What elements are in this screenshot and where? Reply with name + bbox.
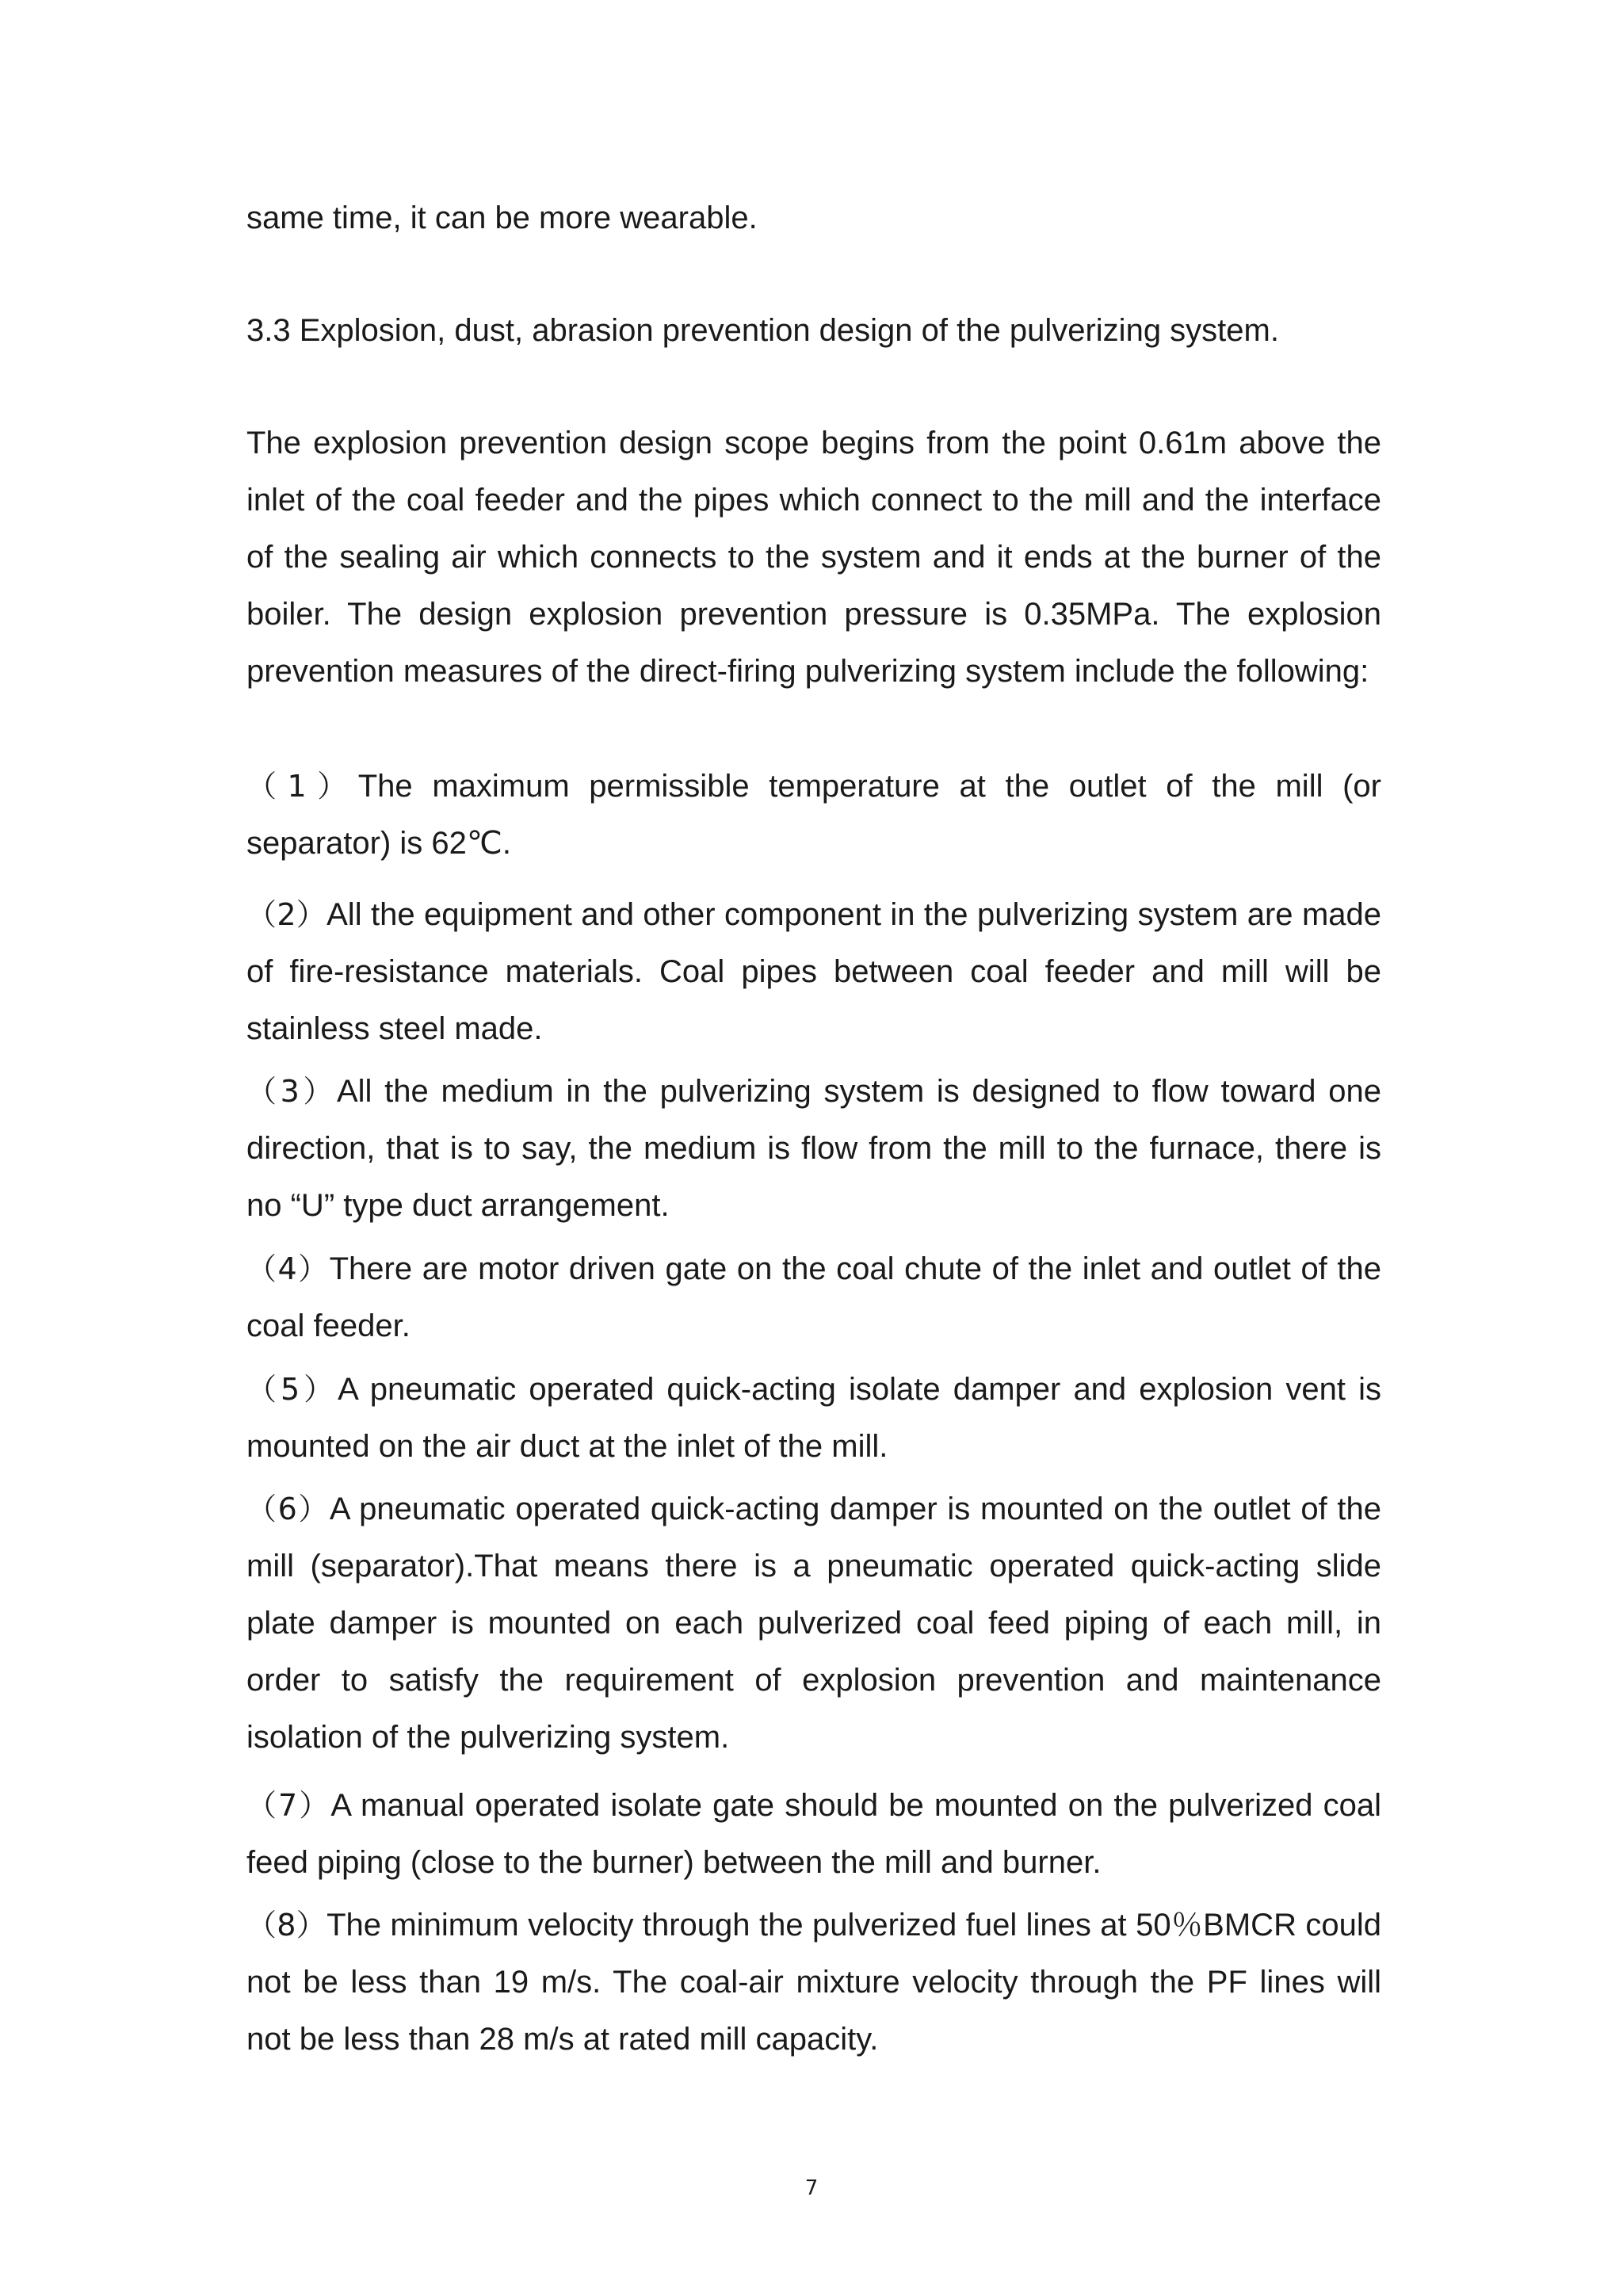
list-item-1 [246,758,1381,872]
list-item-text: A pneumatic operated quick-acting damper is mounted on the outlet of the mill (separator).That means there is a pneumatic operated quick-acting slide plate damper is mounted on each pulverized coal feed piping of each mill, in order to satisfy the requirement of explosion prevention and maintenance isolation of the pulverizing system. [246,1492,1381,1755]
list-item-8 [246,1897,1381,2068]
list-marker: （6） [246,1492,330,1526]
intro-paragraph: The explosion prevention design scope begins from the point 0.61m above the inlet of the coal feeder and the pipes which connect to the mill and the interface of the sealing air which connects to the system and it ends at the burner of the boiler. The design explosion prevention pressure is 0.35MPa. The explosion prevention measures of the direct-firing pulverizing system include the following: [246,426,1381,689]
page-number: 7 [804,2176,819,2200]
list-item-5 [246,1361,1381,1475]
list-item-text: The maximum permissible temperature at the outlet of the mill (or separator) is 62℃. [246,769,1381,861]
list-marker: （5） [246,1372,338,1407]
continuation-text: same time, it can be more wearable. [246,201,758,235]
list-item-text: A manual operated isolate gate should be mounted on the pulverized coal feed piping (close to the burner) between the mill and burner. [246,1788,1381,1880]
list-item-4 [246,1240,1381,1354]
list-marker: （1） [246,769,358,804]
list-item-text: All the medium in the pulverizing system is designed to flow toward one direction, that is to say, the medium is flow from the mill to the furnace, there is no “U” type duct arrangement. [246,1074,1381,1223]
list-item-text: A pneumatic operated quick-acting isolate damper and explosion vent is mounted on the air duct at the inlet of the mill. [246,1372,1381,1464]
list-item-text: There are motor driven gate on the coal chute of the inlet and outlet of the coal feeder. [246,1251,1381,1343]
list-marker: （2） [246,897,327,932]
section-heading: 3.3 Explosion, dust, abrasion prevention design of the pulverizing system. [246,313,1279,348]
list-marker: （8） [246,1908,327,1943]
list-marker: （4） [246,1251,330,1286]
list-item-2 [246,886,1381,1057]
list-item-6 [246,1480,1381,1766]
list-marker: （3） [246,1074,337,1109]
list-item-3 [246,1063,1381,1234]
list-marker: （7） [246,1788,331,1823]
list-item-7 [246,1777,1381,1891]
list-item-text: All the equipment and other component in the pulverizing system are made of fire-resistance materials. Coal pipes between coal feeder and mill will be stainless steel made. [246,897,1381,1046]
list-item-text: The minimum velocity through the pulverized fuel lines at 50％BMCR could not be less than 19 m/s. The coal-air mixture velocity through the PF lines will not be less than 28 m/s at rated mill capacity. [246,1908,1381,2057]
